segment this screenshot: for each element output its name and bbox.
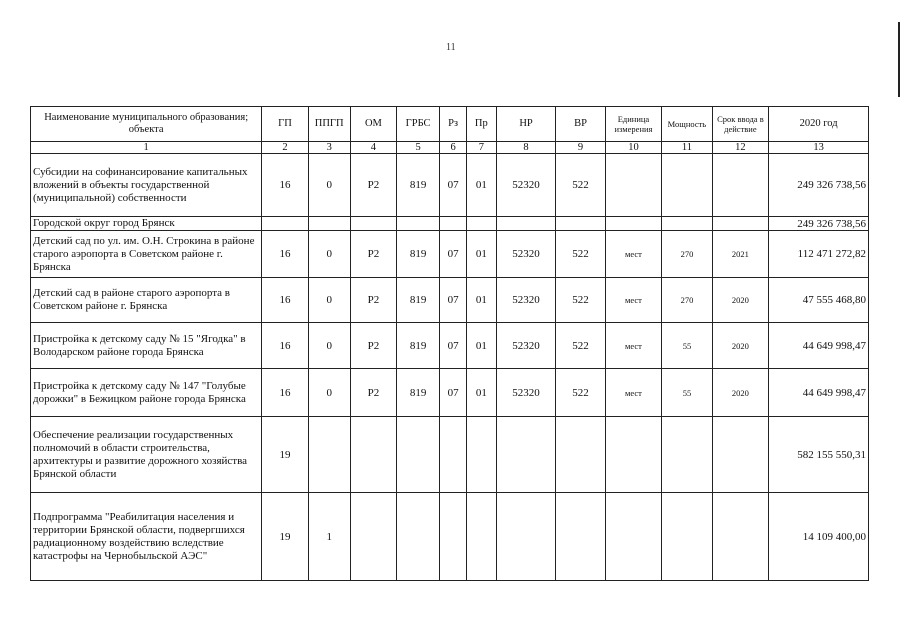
cell-nr: [496, 417, 556, 493]
cell-rz: [440, 493, 467, 581]
cell-ppgp: 0: [308, 154, 350, 217]
column-number: 7: [466, 142, 496, 154]
page-edge-line: [898, 22, 900, 97]
cell-gp: 16: [262, 369, 308, 417]
cell-om: [350, 217, 396, 231]
cell-rz: 07: [440, 154, 467, 217]
header-rz: Рз: [440, 107, 467, 142]
cell-amount: 249 326 738,56: [769, 217, 869, 231]
cell-unit: мест: [605, 369, 662, 417]
cell-rz: [440, 417, 467, 493]
cell-unit: мест: [605, 231, 662, 278]
cell-grbs: [397, 217, 440, 231]
table-row: [31, 278, 869, 323]
row-name: Пристройка к детскому саду № 15 "Ягодка" в Володарском районе города Брянска: [31, 323, 262, 369]
cell-deadline: [712, 493, 769, 581]
cell-unit: [605, 493, 662, 581]
cell-grbs: 819: [397, 231, 440, 278]
row-name: Пристройка к детскому саду № 147 "Голубые дорожки" в Бежицком районе города Брянска: [31, 369, 262, 417]
cell-pr: 01: [466, 323, 496, 369]
cell-capacity: [662, 154, 712, 217]
cell-grbs: [397, 417, 440, 493]
cell-rz: 07: [440, 231, 467, 278]
column-number: 8: [496, 142, 556, 154]
cell-om: Р2: [350, 278, 396, 323]
column-number: 5: [397, 142, 440, 154]
header-capacity: Мощность: [662, 107, 712, 142]
cell-vr: [556, 417, 605, 493]
cell-rz: 07: [440, 369, 467, 417]
table-row: [31, 493, 869, 581]
cell-deadline: 2020: [712, 369, 769, 417]
cell-gp: [262, 217, 308, 231]
cell-deadline: 2021: [712, 231, 769, 278]
header-om: ОМ: [350, 107, 396, 142]
cell-om: [350, 493, 396, 581]
cell-deadline: [712, 417, 769, 493]
header-vr: ВР: [556, 107, 605, 142]
cell-grbs: 819: [397, 278, 440, 323]
column-number: 6: [440, 142, 467, 154]
cell-capacity: [662, 417, 712, 493]
table-row: [31, 417, 869, 493]
cell-vr: [556, 217, 605, 231]
cell-grbs: 819: [397, 369, 440, 417]
table-row: [31, 154, 869, 217]
cell-nr: [496, 493, 556, 581]
cell-unit: [605, 417, 662, 493]
cell-grbs: [397, 493, 440, 581]
cell-amount: 44 649 998,47: [769, 323, 869, 369]
cell-pr: 01: [466, 278, 496, 323]
cell-amount: 47 555 468,80: [769, 278, 869, 323]
table-row: [31, 231, 869, 278]
row-name: Городской округ город Брянск: [31, 217, 262, 231]
cell-om: [350, 417, 396, 493]
column-number: 2: [262, 142, 308, 154]
cell-vr: 522: [556, 231, 605, 278]
cell-om: Р2: [350, 231, 396, 278]
cell-unit: [605, 217, 662, 231]
cell-grbs: 819: [397, 323, 440, 369]
column-number: 1: [31, 142, 262, 154]
cell-nr: 52320: [496, 231, 556, 278]
cell-amount: 112 471 272,82: [769, 231, 869, 278]
cell-grbs: 819: [397, 154, 440, 217]
cell-nr: [496, 217, 556, 231]
header-gp: ГП: [262, 107, 308, 142]
cell-pr: 01: [466, 231, 496, 278]
cell-nr: 52320: [496, 369, 556, 417]
cell-amount: 249 326 738,56: [769, 154, 869, 217]
column-number-row: [31, 142, 869, 154]
cell-nr: 52320: [496, 278, 556, 323]
cell-om: Р2: [350, 323, 396, 369]
header-ppgp: ППГП: [308, 107, 350, 142]
cell-gp: 19: [262, 417, 308, 493]
cell-gp: 16: [262, 154, 308, 217]
cell-gp: 16: [262, 231, 308, 278]
cell-capacity: [662, 217, 712, 231]
cell-ppgp: 0: [308, 323, 350, 369]
cell-om: Р2: [350, 154, 396, 217]
cell-unit: мест: [605, 278, 662, 323]
cell-vr: 522: [556, 154, 605, 217]
cell-unit: мест: [605, 323, 662, 369]
header-unit: Единица измерения: [605, 107, 662, 142]
row-name: Детский сад по ул. им. О.Н. Строкина в районе старого аэропорта в Советском районе г. Брянска: [31, 231, 262, 278]
cell-pr: [466, 217, 496, 231]
page-number: 11: [446, 42, 456, 53]
column-number: 4: [350, 142, 396, 154]
table-row: [31, 369, 869, 417]
budget-table: [30, 106, 869, 581]
cell-amount: 14 109 400,00: [769, 493, 869, 581]
row-name: Детский сад в районе старого аэропорта в Советском районе г. Брянска: [31, 278, 262, 323]
header-name: Наименование муниципального образования; объекта: [31, 107, 262, 142]
header-deadline: Срок ввода в действие: [712, 107, 769, 142]
cell-gp: 19: [262, 493, 308, 581]
cell-unit: [605, 154, 662, 217]
cell-vr: 522: [556, 323, 605, 369]
cell-capacity: 270: [662, 278, 712, 323]
cell-deadline: 2020: [712, 323, 769, 369]
column-number: 9: [556, 142, 605, 154]
column-number: 13: [769, 142, 869, 154]
cell-ppgp: 0: [308, 278, 350, 323]
row-name: Подпрограмма "Реабилитация населения и территории Брянской области, подвергшихся радиационному воздействию вследствие катастрофы на Чернобыльской АЭС": [31, 493, 262, 581]
table-row: [31, 217, 869, 231]
cell-vr: 522: [556, 278, 605, 323]
cell-nr: 52320: [496, 323, 556, 369]
cell-vr: [556, 493, 605, 581]
header-grbs: ГРБС: [397, 107, 440, 142]
cell-vr: 522: [556, 369, 605, 417]
cell-amount: 582 155 550,31: [769, 417, 869, 493]
table-row: [31, 323, 869, 369]
cell-gp: 16: [262, 278, 308, 323]
cell-ppgp: 0: [308, 231, 350, 278]
cell-capacity: 55: [662, 369, 712, 417]
cell-deadline: [712, 217, 769, 231]
cell-capacity: [662, 493, 712, 581]
cell-pr: 01: [466, 154, 496, 217]
cell-capacity: 55: [662, 323, 712, 369]
header-row: [31, 107, 869, 142]
cell-om: Р2: [350, 369, 396, 417]
cell-ppgp: 1: [308, 493, 350, 581]
cell-pr: [466, 493, 496, 581]
cell-gp: 16: [262, 323, 308, 369]
cell-pr: [466, 417, 496, 493]
row-name: Обеспечение реализации государственных полномочий в области строительства, архитектуры и развитие дорожного хозяйства Брянской области: [31, 417, 262, 493]
cell-pr: 01: [466, 369, 496, 417]
cell-deadline: 2020: [712, 278, 769, 323]
column-number: 3: [308, 142, 350, 154]
cell-rz: [440, 217, 467, 231]
header-pr: Пр: [466, 107, 496, 142]
row-name: Субсидии на софинансирование капитальных вложений в объекты государственной (муниципальной) собственности: [31, 154, 262, 217]
cell-ppgp: [308, 417, 350, 493]
header-nr: НР: [496, 107, 556, 142]
cell-capacity: 270: [662, 231, 712, 278]
cell-ppgp: 0: [308, 369, 350, 417]
column-number: 12: [712, 142, 769, 154]
cell-rz: 07: [440, 323, 467, 369]
cell-amount: 44 649 998,47: [769, 369, 869, 417]
cell-rz: 07: [440, 278, 467, 323]
column-number: 10: [605, 142, 662, 154]
column-number: 11: [662, 142, 712, 154]
cell-nr: 52320: [496, 154, 556, 217]
header-year: 2020 год: [769, 107, 869, 142]
cell-ppgp: [308, 217, 350, 231]
cell-deadline: [712, 154, 769, 217]
